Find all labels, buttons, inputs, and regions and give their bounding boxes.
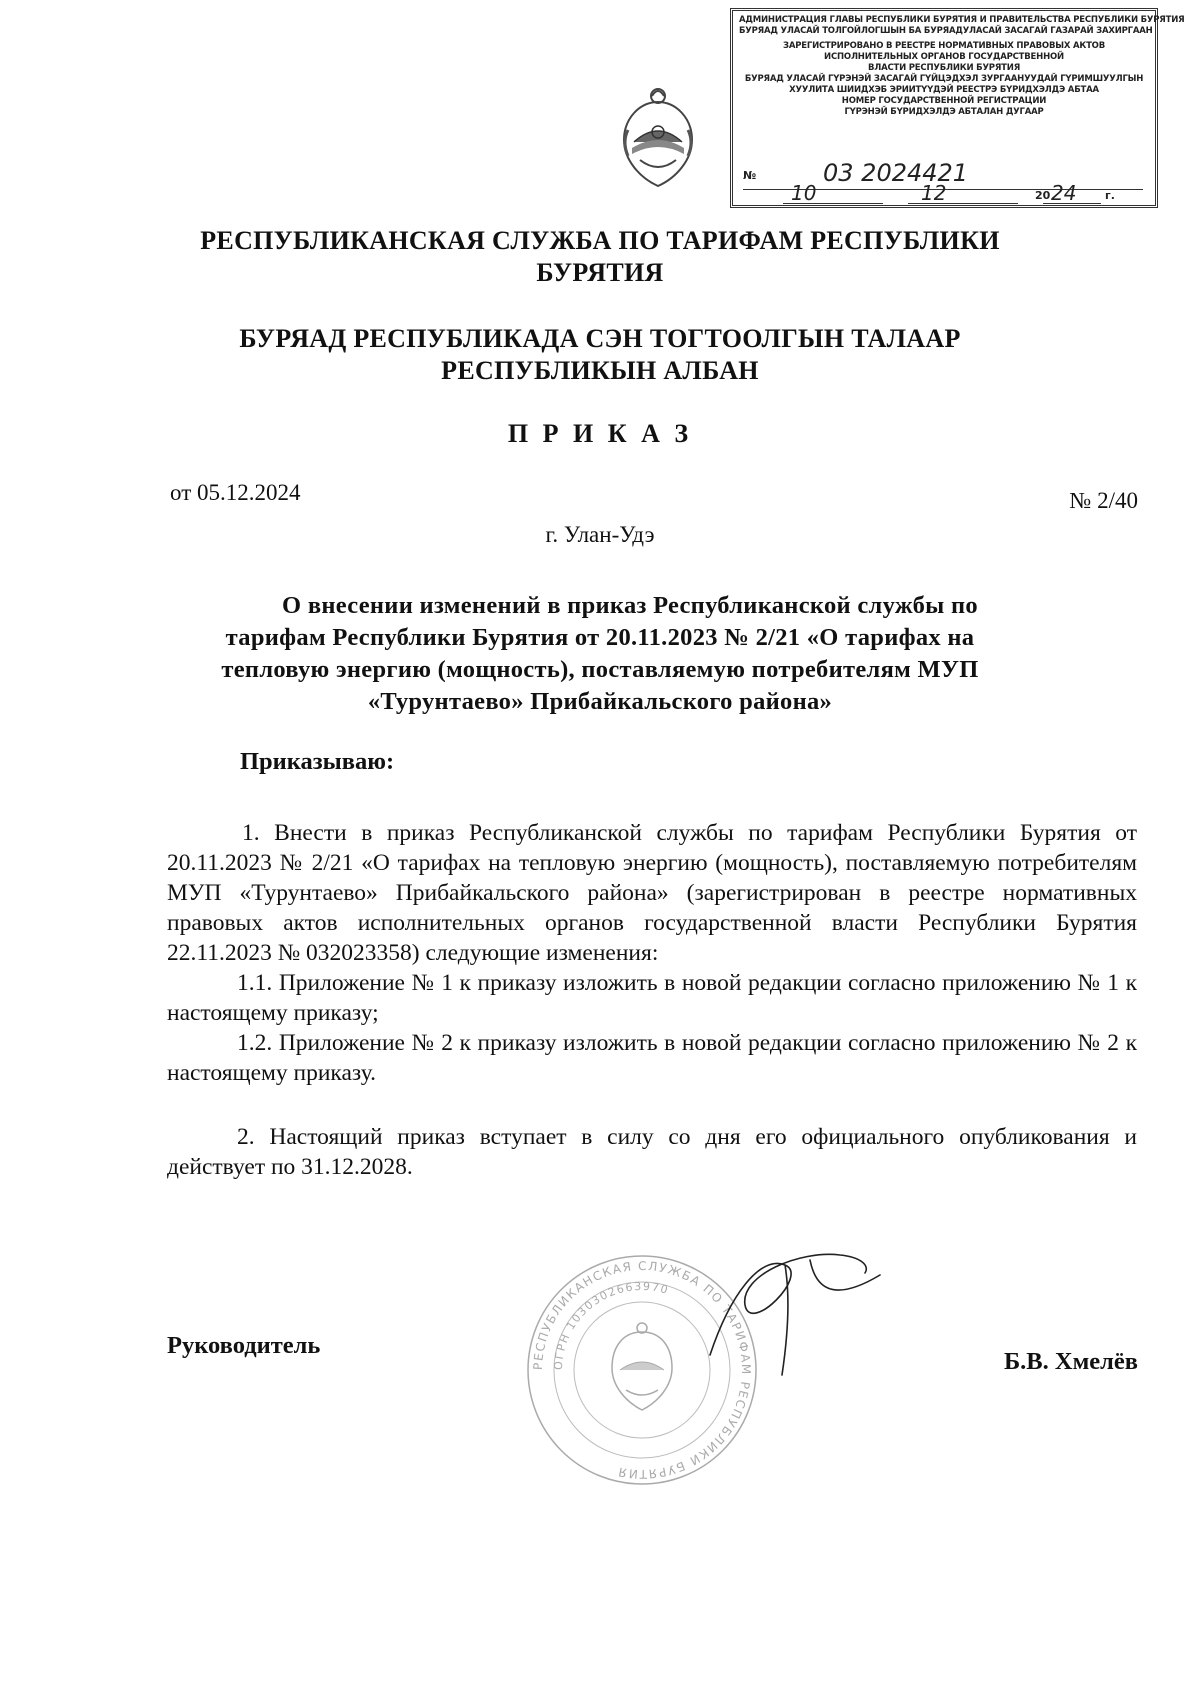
document-type: П Р И К А З	[507, 419, 693, 448]
stamp-line: БУРЯАД УЛАСАЙ ТОЛГОЙЛОГШЫН БА БУРЯАДУЛАСАЙ ЗАСАГАЙ ГАЗАРАЙ ЗАХИРГААН	[739, 26, 1153, 36]
stamp-year-mark: г.	[1105, 189, 1115, 202]
subject-line3: тепловую энергию (мощность), поставляемую потребителям МУП	[221, 656, 979, 683]
order-number: № 2/40	[1069, 488, 1138, 513]
registration-stamp	[730, 8, 1185, 208]
signatory-position: Руководитель	[167, 1332, 321, 1359]
body-item-1-1: 1.1. Приложение № 1 к приказу изложить в новой редакции согласно приложению № 1 к настоящему приказу;	[167, 970, 1137, 1026]
stamp-line: ИСПОЛНИТЕЛЬНЫХ ОРГАНОВ ГОСУДАРСТВЕННОЙ	[824, 52, 1064, 62]
stamp-year-prefix: 20	[1035, 189, 1051, 202]
stamp-line: АДМИНИСТРАЦИЯ ГЛАВЫ РЕСПУБЛИКИ БУРЯТИЯ И ПРАВИТЕЛЬСТВА РЕСПУБЛИКИ БУРЯТИЯ	[739, 15, 1185, 25]
handwritten-signature	[690, 1235, 890, 1385]
agency-title-bua-line1: БУРЯАД РЕСПУБЛИКАДА СЭН ТОГТООЛГЫН ТАЛААР	[239, 324, 961, 353]
stamp-number-prefix: №	[743, 169, 757, 182]
stamp-month: 12	[921, 181, 947, 205]
agency-title-ru-line2: БУРЯТИЯ	[536, 258, 664, 287]
signatory-name: Б.В. Хмелёв	[1003, 1348, 1138, 1375]
stamp-line: ХУУЛИТА ШИИДХЭБ ЭРИИТҮҮДЭЙ РЕЕСТРЭ БҮРИДХЭЛДЭ АБТАА	[789, 85, 1099, 95]
stamp-line: ЗАРЕГИСТРИРОВАНО В РЕЕСТРЕ НОРМАТИВНЫХ ПРАВОВЫХ АКТОВ	[783, 41, 1105, 51]
order-date: от 05.12.2024	[170, 480, 301, 505]
stamp-registration-number: 03 2024421	[823, 159, 969, 187]
stamp-date-row	[743, 181, 1143, 207]
subject-line2: тарифам Республики Бурятия от 20.11.2023 № 2/21 «О тарифах на	[225, 624, 975, 651]
body-item-1: 1. Внести в приказ Республиканской службы по тарифам Республики Бурятия от 20.11.2023 № 2/21 «О тарифах на тепловую энергию (мощность), поставляемую потребителям МУП «Турунтаево» Прибайкальского района» (зарегистрирован в реестре нормативных правовых актов исполнительных органов государственной власти Республики Бурятия 22.11.2023 № 032023358) следующие изменения:	[167, 820, 1137, 966]
agency-title-bua-line2: РЕСПУБЛИКЫН АЛБАН	[441, 356, 759, 385]
order-body	[167, 818, 1137, 1182]
stamp-line: ГҮРЭНЭЙ БҮРИДХЭЛДЭ АБТАЛАН ДУГААР	[844, 107, 1044, 117]
body-item-2: 2. Настоящий приказ вступает в силу со дня его официального опубликования и действует по 31.12.2028.	[167, 1124, 1137, 1180]
stamp-line: БУРЯАД УЛАСАЙ ГҮРЭНЭЙ ЗАСАГАЙ ГҮЙЦЭДХЭЛ ЗУРГААНУУДАЙ ГҮРИМШУУЛГЫН	[744, 74, 1144, 84]
stamp-line: ВЛАСТИ РЕСПУБЛИКИ БУРЯТИЯ	[867, 63, 1021, 73]
coat-of-arms-icon	[612, 82, 704, 190]
stamp-line: НОМЕР ГОСУДАРСТВЕННОЙ РЕГИСТРАЦИИ	[841, 96, 1047, 106]
stamp-year: 24	[1051, 181, 1077, 205]
agency-title-ru-line1: РЕСПУБЛИКАНСКАЯ СЛУЖБА ПО ТАРИФАМ РЕСПУБЛИКИ	[200, 226, 1000, 255]
order-word: Приказываю:	[240, 748, 395, 775]
seal-outer-text: РЕСПУБЛИКАНСКАЯ СЛУЖБА ПО ТАРИФАМ РЕСПУБЛИКИ БУРЯТИЯ	[530, 1258, 754, 1482]
subject-line4: «Турунтаево» Прибайкальского района»	[367, 688, 833, 715]
seal-inner-text: ОГРН 1030302663970	[551, 1279, 671, 1371]
body-item-1-2: 1.2. Приложение № 2 к приказу изложить в новой редакции согласно приложению № 2 к настоящему приказу.	[167, 1030, 1137, 1086]
stamp-day: 10	[791, 181, 817, 205]
subject-line1: О внесении изменений в приказ Республиканской службы по	[282, 592, 978, 619]
order-city: г. Улан-Удэ	[545, 522, 655, 547]
